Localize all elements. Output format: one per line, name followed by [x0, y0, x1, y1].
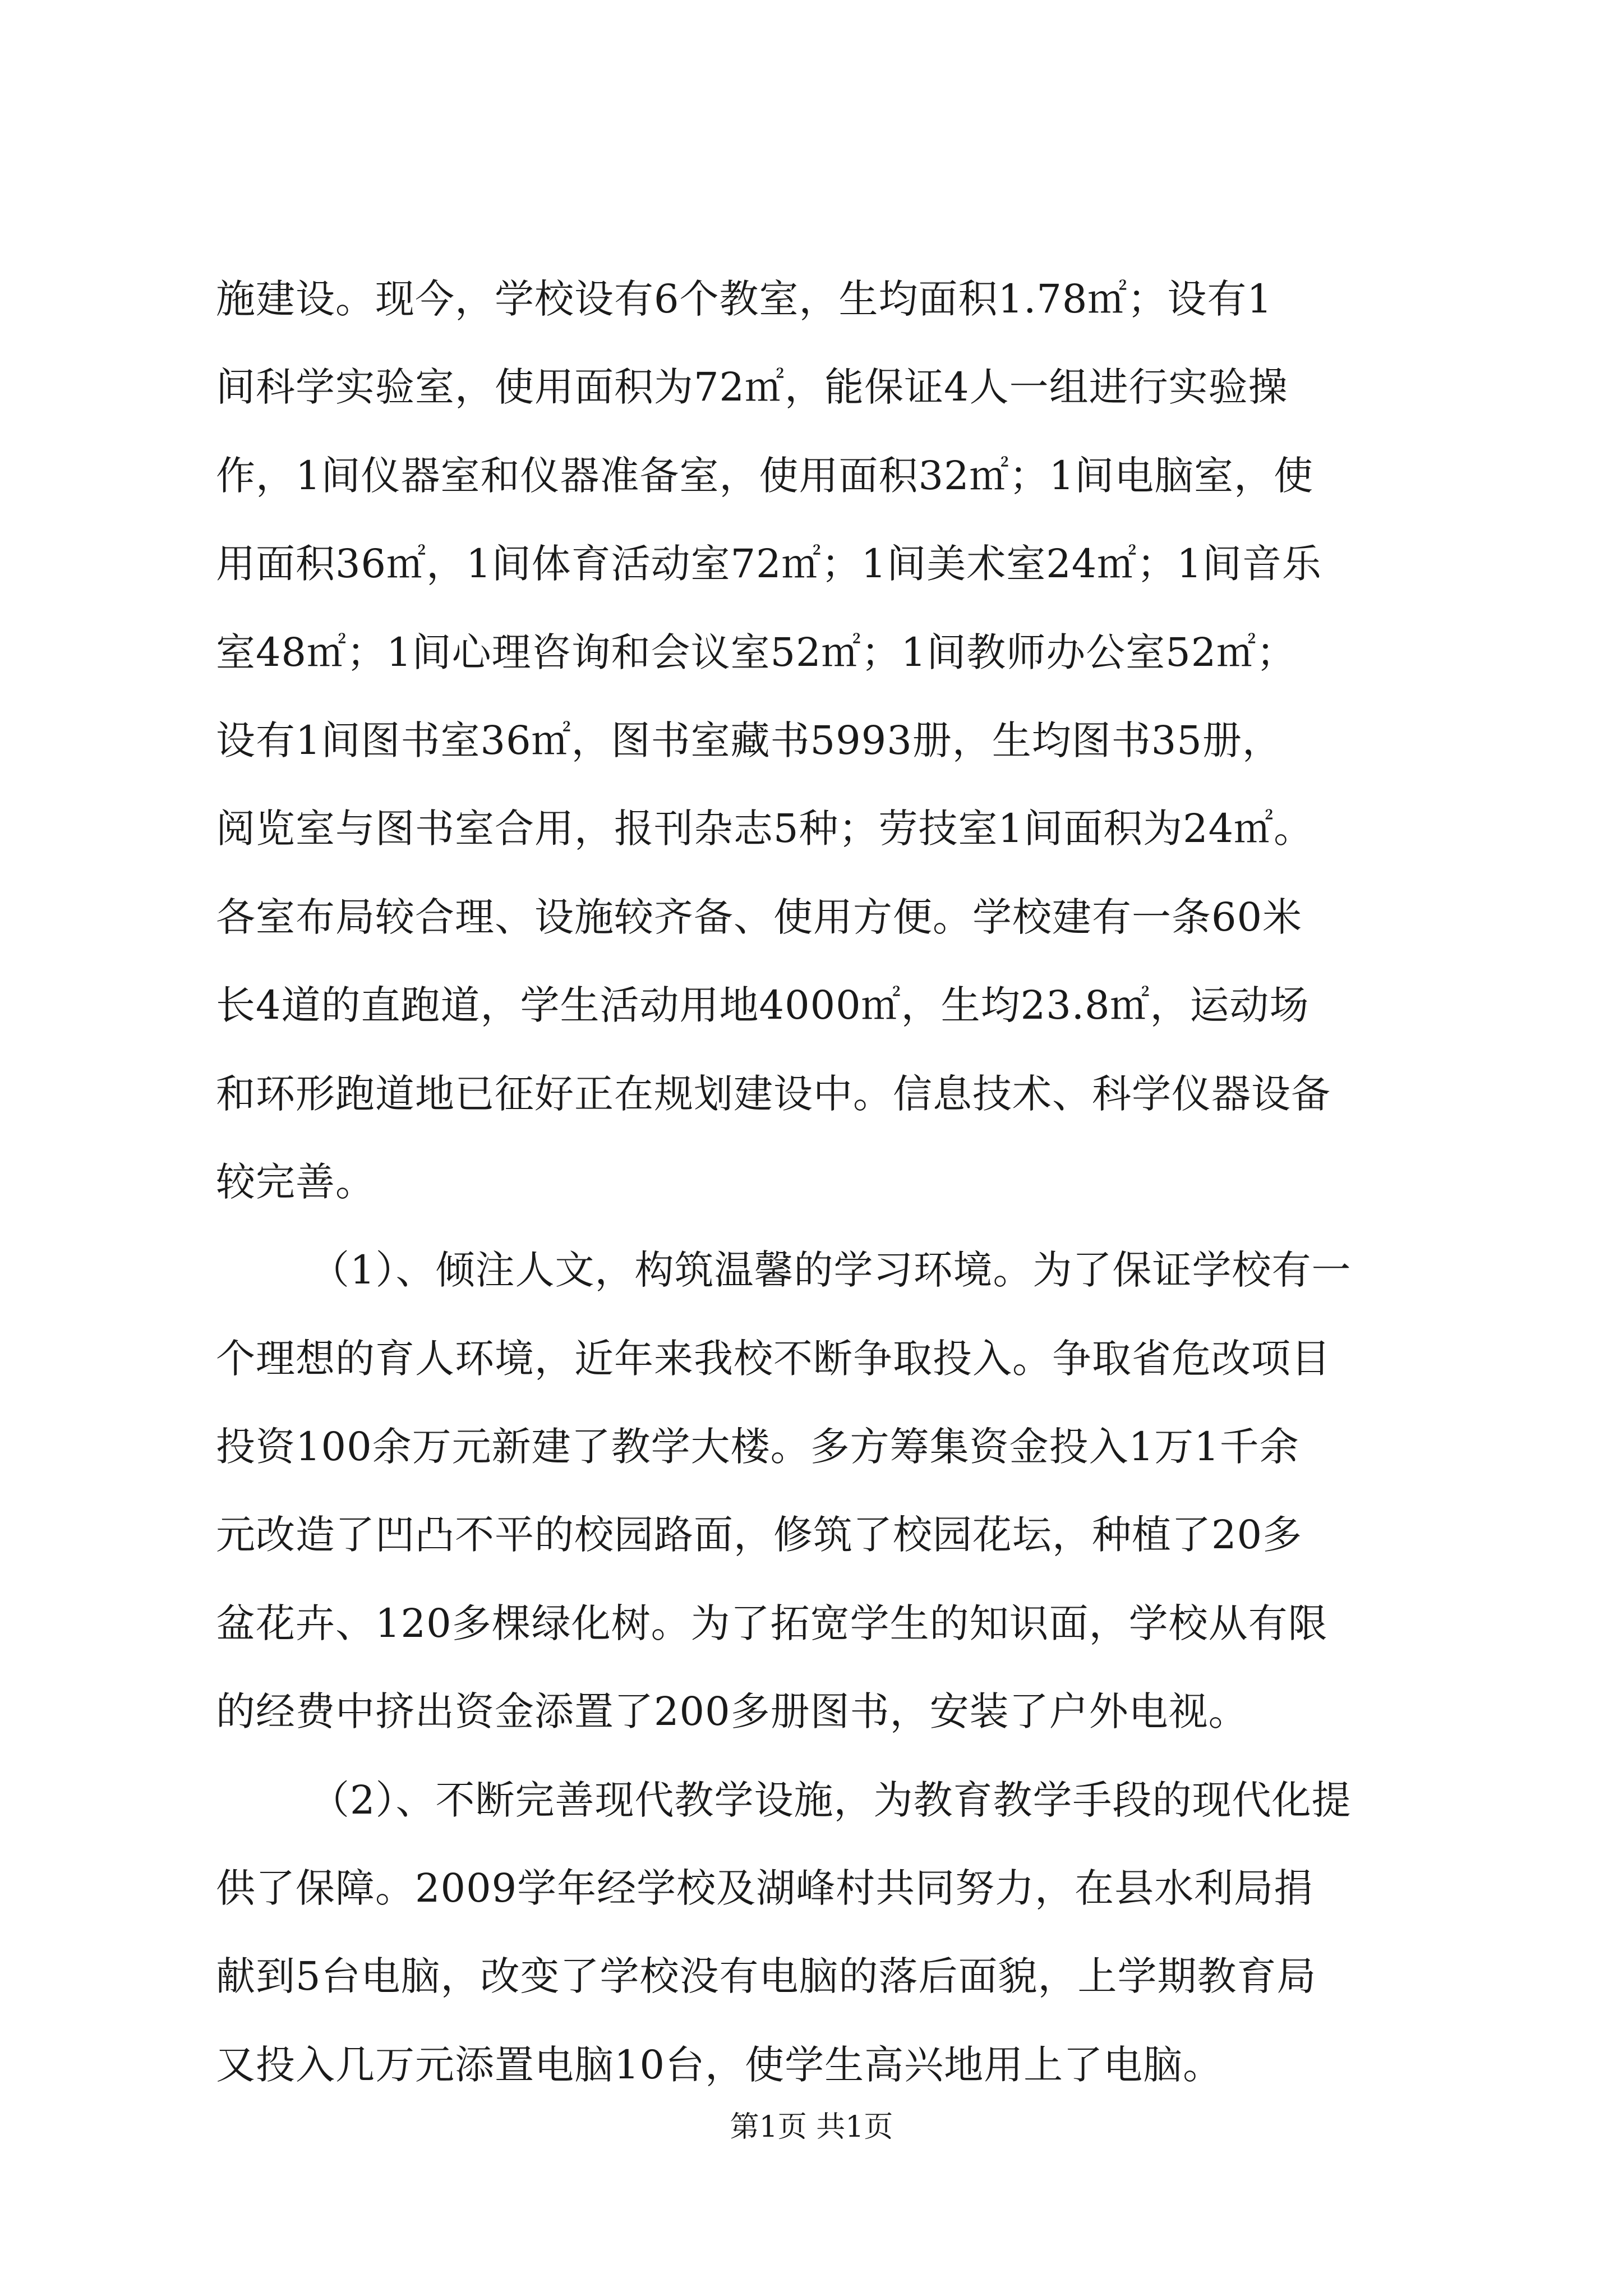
text-line: 献到5台电脑，改变了学校没有电脑的落后面貌，上学期教育局: [216, 1953, 1317, 2000]
text-line: 个理想的育人环境，近年来我校不断争取投入。争取省危改项目: [216, 1335, 1331, 1382]
text-line: 的经费中挤出资金添置了200多册图书，安装了户外电视。: [216, 1688, 1248, 1735]
text-line: 长4道的直跑道，学生活动用地4000㎡，生均23.8㎡，运动场: [216, 982, 1310, 1029]
text-line: 作，1间仪器室和仪器准备室，使用面积32㎡；1间电脑室，使: [216, 452, 1314, 499]
text-line: 元改造了凹凸不平的校园路面，修筑了校园花坛，种植了20多: [216, 1512, 1303, 1558]
text-line: 施建设。现今，学校设有6个教室，生均面积1.78㎡；设有1: [216, 276, 1272, 322]
text-line: 较完善。: [216, 1158, 375, 1205]
text-line: 用面积36㎡，1间体育活动室72㎡；1间美术室24㎡；1间音乐: [216, 541, 1322, 587]
text-line: 室48㎡；1间心理咨询和会议室52㎡；1间教师办公室52㎡；: [216, 629, 1297, 675]
text-line: 和环形跑道地已征好正在规划建设中。信息技术、科学仪器设备: [216, 1070, 1331, 1117]
paragraph-start-line: （1）、倾注人文，构筑温馨的学习环境。为了保证学校有一: [310, 1247, 1352, 1294]
text-line: 盆花卉、120多棵绿化树。为了拓宽学生的知识面，学校从有限: [216, 1600, 1328, 1646]
body-text: [216, 255, 1422, 2109]
text-line: 各室布局较合理、设施较齐备、使用方便。学校建有一条60米: [216, 894, 1303, 940]
paragraph-start-line: （2）、不断完善现代教学设施，为教育教学手段的现代化提: [310, 1777, 1352, 1823]
text-line: 阅览室与图书室合用，报刊杂志5种；劳技室1间面积为24㎡。: [216, 806, 1314, 852]
page-footer: 第1页 共1页: [730, 2110, 893, 2144]
text-line: 又投入几万元添置电脑10台，使学生高兴地用上了电脑。: [216, 2041, 1223, 2088]
text-line: 投资100余万元新建了教学大楼。多方筹集资金投入1万1千余: [216, 1424, 1299, 1470]
text-line: 设有1间图书室36㎡，图书室藏书5993册，生均图书35册，: [216, 717, 1282, 763]
text-line: 间科学实验室，使用面积为72㎡，能保证4人一组进行实验操: [216, 364, 1288, 411]
text-line: 供了保障。2009学年经学校及湖峰村共同努力，在县水利局捐: [216, 1865, 1314, 1912]
